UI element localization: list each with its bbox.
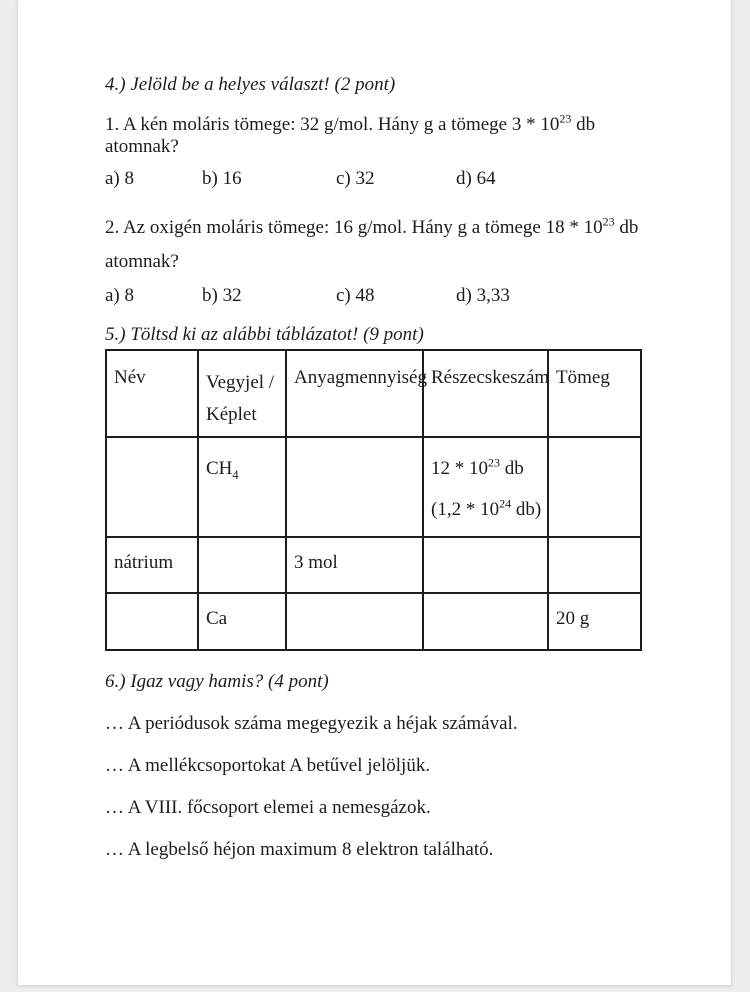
cell-amount: [286, 437, 423, 537]
question-1-options: [105, 168, 661, 190]
question-2-exponent: 23: [602, 214, 615, 229]
question-2-text: [105, 211, 661, 279]
header-symbol-line2: Képlet: [206, 404, 257, 425]
cell-name: [106, 593, 198, 650]
question-1-option-c: c) 32: [336, 168, 375, 189]
cell-name: [106, 437, 198, 537]
cell-mass: [548, 437, 641, 537]
formula-base: Ca: [206, 608, 228, 629]
question-2-option-a: a) 8: [105, 285, 135, 306]
particles-line1-post: db: [500, 458, 524, 479]
true-false-statement-2: … A mellékcsoportokat A betűvel jelöljük.: [105, 755, 431, 776]
cell-formula: [198, 593, 286, 650]
question-2-option-c: c) 48: [336, 285, 375, 306]
header-cell-symbol-text: [206, 367, 281, 431]
table-row: [106, 593, 641, 650]
section-5-heading: 5.) Töltsd ki az alábbi táblázatot! (9 pont): [105, 324, 424, 345]
table-row: [106, 437, 641, 537]
particles-line2: [431, 496, 543, 521]
header-cell-symbol: [198, 350, 286, 437]
worksheet-page: [18, 0, 731, 985]
cell-formula: [198, 437, 286, 537]
question-1-exponent: 23: [559, 111, 572, 126]
particles-line2-post: db): [511, 499, 542, 520]
table-header-row: [106, 350, 641, 437]
section-6-heading: 6.) Igaz vagy hamis? (4 pont): [105, 671, 329, 692]
true-false-statement-4: … A legbelső héjon maximum 8 elektron található.: [105, 839, 494, 860]
fill-in-table: [105, 349, 642, 651]
cell-name: nátrium: [106, 537, 198, 593]
true-false-statement-3: … A VIII. főcsoport elemei a nemesgázok.: [105, 797, 431, 818]
section-4-heading: 4.) Jelöld be a helyes választ! (2 pont): [105, 74, 396, 95]
header-cell-mass: Tömeg: [548, 350, 641, 437]
particles-line2-exponent: 24: [499, 496, 512, 511]
particles-line2-pre: (1,2 * 10: [431, 499, 500, 520]
true-false-statement-1: … A periódusok száma megegyezik a héjak számával.: [105, 713, 518, 734]
question-2-text-pre: 2. Az oxigén moláris tömege: 16 g/mol. Hány g a tömege 18 * 10: [105, 217, 603, 238]
question-2-text-post: db: [614, 217, 639, 238]
header-cell-amount: Anyagmennyiség: [286, 350, 423, 437]
cell-particles: [423, 537, 548, 593]
cell-amount: 3 mol: [286, 537, 423, 593]
header-symbol-line1: Vegyjel /: [206, 372, 275, 393]
particles-line1: [431, 455, 543, 480]
question-1-text: [105, 111, 661, 158]
cell-formula: [198, 537, 286, 593]
question-1-option-a: a) 8: [105, 168, 135, 189]
question-2-options: [105, 285, 661, 307]
question-2-option-b: b) 32: [202, 285, 242, 306]
worksheet-content: [18, 0, 731, 861]
formula-base: CH: [206, 458, 233, 479]
header-cell-particles: Részecskeszám: [423, 350, 548, 437]
question-1-option-d: d) 64: [456, 168, 496, 189]
particles-line1-pre: 12 * 10: [431, 458, 488, 479]
question-2-option-d: d) 3,33: [456, 285, 510, 306]
question-1-text-post: db atomnak?: [105, 114, 596, 157]
header-cell-name: Név: [106, 350, 198, 437]
formula-subscript: 4: [232, 467, 239, 482]
question-1-option-b: b) 16: [202, 168, 242, 189]
cell-mass: 20 g: [548, 593, 641, 650]
cell-particles: [423, 437, 548, 537]
table-row: [106, 537, 641, 593]
question-2-text-line2: atomnak?: [105, 251, 179, 272]
cell-particles: [423, 593, 548, 650]
question-1-text-pre: 1. A kén moláris tömege: 32 g/mol. Hány g a tömege 3 * 10: [105, 114, 560, 135]
cell-amount: [286, 593, 423, 650]
particles-line1-exponent: 23: [488, 455, 500, 470]
cell-mass: [548, 537, 641, 593]
